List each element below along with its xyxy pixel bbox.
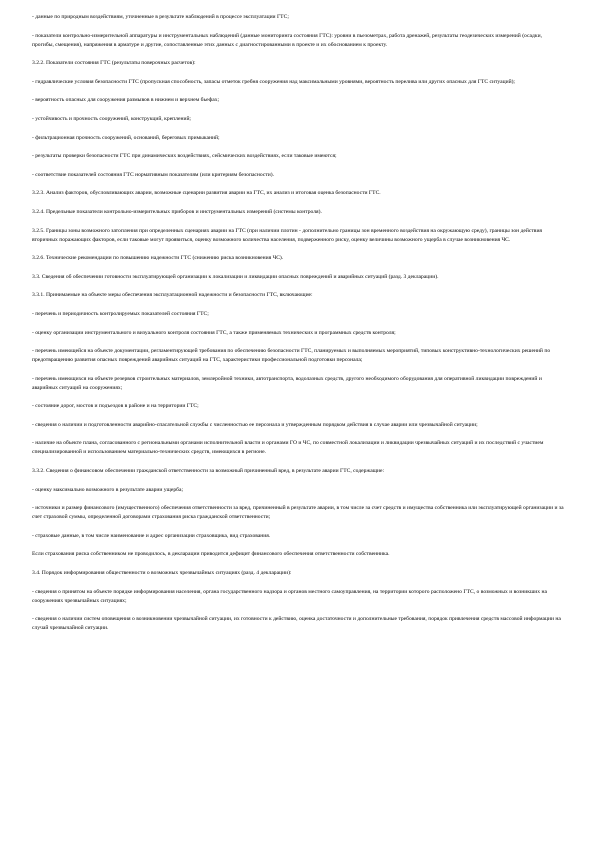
paragraph: - источники и размер финансового (имущественного) обеспечения ответственности за вред, причиненный в результате аварии, в том числе за счет средств и имущества собственника или эксплуатирующей организации и за счет страховой суммы, определенной договорами страхования риска гражданской ответственности; (32, 505, 564, 521)
paragraph: - сведения о наличии и подготовленности аварийно-спасательной службы с численностью ее персонала и утвержденным порядком действия в случае аварии или чрезвычайной ситуации; (32, 421, 478, 428)
paragraph: - сведения о наличии систем оповещения о возникновении чрезвычайной ситуации, их готовности к действию, оценка достаточности и дополнительные требования, порядок привлечения средств массовой информации на случай чрезвычайной ситуации. (32, 616, 561, 632)
section-heading: 3.3.2. Сведения о финансовом обеспечении гражданской ответственности за возможный причиненный вред, в результате аварии ГТС, содержащие: (32, 468, 385, 475)
section-heading: 3.2.4. Предельные показатели контрольно-измерительных приборов и инструментальных измерений (системы контроля). (32, 208, 322, 215)
paragraph: - перечень и периодичность контролируемых показателей состояния ГТС; (32, 310, 209, 317)
paragraph: - фильтрационная прочность сооружений, оснований, береговых примыканий; (32, 134, 220, 141)
paragraph: - оценку максимально возможного в результате аварии ущерба; (32, 486, 184, 493)
paragraph: - результаты проверки безопасности ГТС при динамических воздействиях, сейсмических воздействиях, если таковые имеются; (32, 153, 337, 160)
paragraph: - вероятность опасных для сооружения размывов в нижнем и верхнем бьефах; (32, 97, 220, 104)
paragraph: - гидравлические условия безопасности ГТС (пропускная способность, запасы отметок гребня сооружения над максимальными уровнями, вероятность перелива или других опасных для ГТС ситуаций); (32, 78, 515, 85)
paragraph: - состояние дорог, мостов и подъездов в районе и на территории ГТС; (32, 403, 199, 410)
paragraph: - перечень имеющейся на объекте документации, регламентирующей требования по обеспечению безопасности ГТС, планируемых и выполняемых мероприятий, типовых конструктивно-технологических решений по предотвращению развития опасных повреждений аварийных ситуаций на ГТС, характеристики профессиональной подготовки персонала; (32, 348, 551, 364)
document-body (32, 13, 565, 643)
paragraph: - перечень имеющихся на объекте резервов строительных материалов, землеройной техники, автотранспорта, водолазных средств, другого необходимого оборудования для оперативной ликвидации повреждений и аварийных ситуаций на сооружениях; (32, 375, 542, 391)
section-heading: 3.2.3. Анализ факторов, обусловливающих аварии, возможные сценарии развития аварии на ГТС, их анализ и итоговая оценка безопасности ГТС. (32, 190, 381, 197)
paragraph: - оценку организации инструментального и визуального контроля состояния ГТС, а также применяемых технических и программных средств контроля; (32, 329, 396, 336)
section-heading: 3.2.5. Границы зоны возможного затопления при определенных сценариях аварии на ГТС (при наличии плотин - дополнительно границы зон временного воздействия на окружающую среду), границы зон действия вторичных поражающих факторов, если таковые могут проявиться, оценку возможного количества населения, подверженного риску, оценку величины возможного ущерба в случае возникновения ЧС. (32, 227, 543, 243)
section-heading: 3.2.2. Показатели состояния ГТС (результаты поверочных расчетов): (32, 60, 196, 67)
section-heading: 3.3.1. Принимаемые на объекте меры обеспечения эксплуатационной надежности и безопасности ГТС, включающие: (32, 292, 313, 299)
paragraph: Если страхования риска собственником не проводилось, в декларации приводится дефицит финансового обеспечения ответственности собственника. (32, 551, 390, 558)
paragraph: - наличие на объекте плана, согласованного с региональными органами исполнительной власти и органами ГО и ЧС, по совместной локализации и ликвидации чрезвычайных ситуаций и их последствий с участием специализированной и использованием материально-технических средств, имеющихся в регионе. (32, 440, 544, 456)
section-heading: 3.4. Порядок информирования общественности о возможных чрезвычайных ситуациях (разд. 4 декларации): (32, 570, 292, 577)
section-heading: 3.3. Сведения об обеспечении готовности эксплуатирующей организации к локализации и ликвидации опасных повреждений и аварийных ситуаций (разд. 3 декларации). (32, 273, 439, 280)
paragraph: - сведения о принятом на объекте порядке информирования населения, органа государственного надзора и органов местного самоуправления, на территории которого расположено ГТС, о возможных и возникших на сооружениях чрезвычайных ситуациях; (32, 588, 547, 604)
paragraph: - страховые данные, в том числе наименование и адрес организации страховщика, вид страхования. (32, 532, 271, 539)
paragraph: - соответствие показателей состояния ГТС нормативным показателям (или критериям безопасности). (32, 171, 275, 178)
paragraph: - устойчивость и прочность сооружений, конструкций, креплений; (32, 115, 191, 122)
paragraph: - показатели контрольно-измерительной аппаратуры и инструментальных наблюдений (данные мониторинга состояния ГТС): уровни в пьезометрах, работа дренажей, результаты геодезических измерений (осадки, прогибы, смещения), напряжения в арматуре и другие, сопоставленные этих данных с диагностированными в проекте и их обоснованием к проекту. (32, 32, 542, 48)
paragraph: - данные по природным воздействиям, уточненные в результате наблюдений в процессе эксплуатации ГТС; (32, 14, 289, 20)
section-heading: 3.2.6. Технические рекомендации по повышению надежности ГТС (снижению риска возникновения ЧС). (32, 255, 284, 262)
